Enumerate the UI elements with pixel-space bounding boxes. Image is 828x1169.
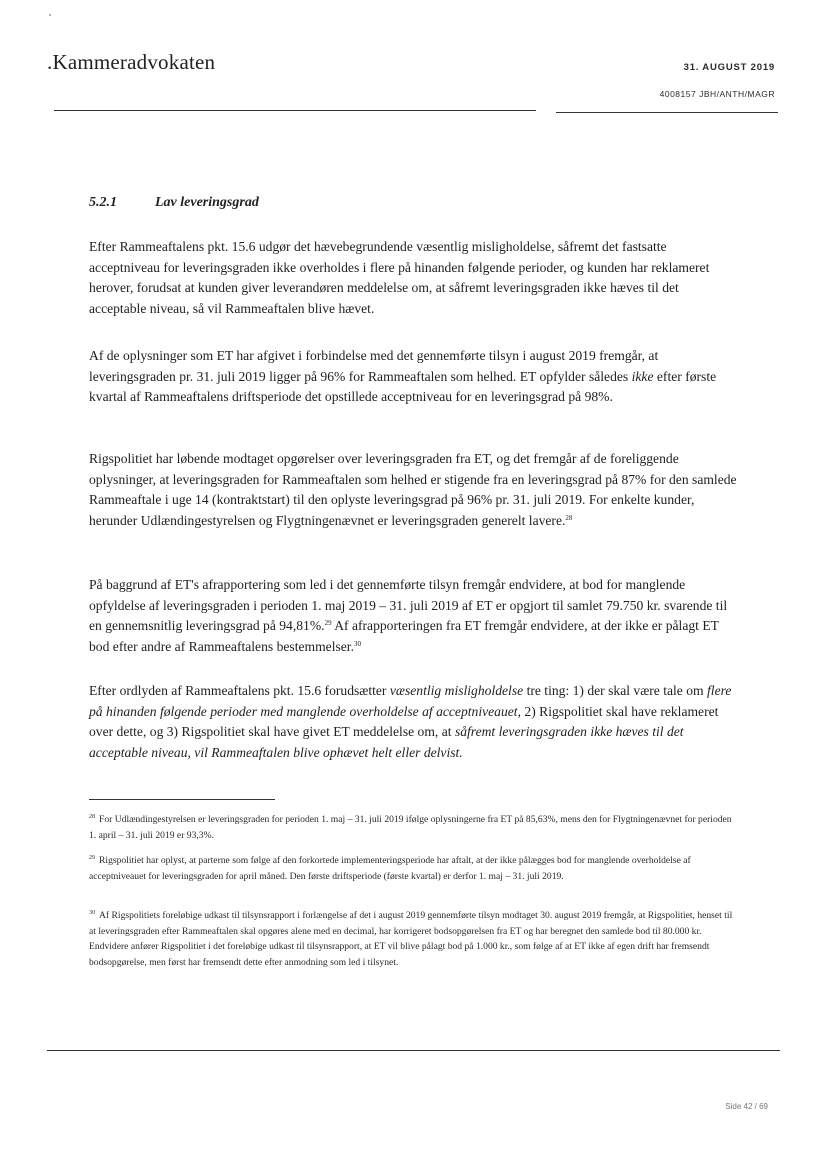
section-number: 5.2.1 — [89, 195, 117, 210]
scan-artifact — [49, 14, 51, 16]
document-reference: 4008157 JBH/ANTH/MAGR — [659, 89, 775, 99]
paragraph-4-text-a: På baggrund af ET's afrapportering som led i det gennemførte tilsyn fremgår endvidere, at bod for manglende opfyldelse af leveringsgraden i perioden 1. maj 2019 – 31. juli 2019 af ET er opgjort til samlet 79.750 kr. svarende til en gennemsnitlig leveringsgrad på 94,81%. — [89, 577, 728, 634]
footnote-ref-28[interactable]: 28 — [565, 513, 573, 522]
footer-divider — [47, 1050, 780, 1051]
paragraph-5-text-c: 2) Rigspolitiet skal have reklameret over dette, og 3) Rigspolitiet skal have givet ET meddelelse om, at — [89, 703, 719, 740]
paragraph-1-text: Efter Rammeaftalens pkt. 15.6 udgør det hævebegrundende væsentlig misligholdelse, såfremt det fastsatte acceptniveau for leveringsgraden ikke overholdes i flere på hinanden følgende perioder, og kunden har reklameret herover, forudsat at kunden giver leverandøren meddelelse om, at såfremt leveringsgraden ikke hæves til det acceptable niveau, så vil Rammeaftalen blive hævet. — [89, 239, 710, 316]
paragraph-5-emphasis-3: såfremt leveringsgraden ikke hæves til det acceptable niveau, vil Rammeaftalen blive ophævet helt eller delvist. — [89, 724, 684, 760]
section-title: Lav leveringsgrad — [155, 195, 259, 210]
paragraph-2-text-b: efter første kvartal af Rammeaftalens driftsperiode det opstillede acceptniveau for en leveringsgrad på 98%. — [89, 368, 717, 405]
kammeradvokaten-logo: .Kammeradvokaten — [47, 50, 216, 74]
paragraph-4 — [89, 575, 739, 657]
paragraph-2-text-a: Af de oplysninger som ET har afgivet i forbindelse med det gennemførte tilsyn i august 2019 fremgår, at leveringsgraden pr. 31. juli 2019 ligger på 96% for Rammeaftalen som helhed. ET opfylder således — [89, 348, 659, 384]
footnote-ref-30[interactable]: 30 — [353, 639, 361, 648]
header-divider-right — [556, 112, 778, 113]
footnote-text: Rigspolitiet har oplyst, at parterne som følge af den forkortede implementeringsperiode har aftalt, at der ikke pålægges bod for manglende overholdelse af acceptniveauet for leveringsgraden for april måned. Den første driftsperiode (første kvartal) er derfor 1. maj – 31. juli 2019. — [89, 855, 691, 882]
paragraph-3 — [89, 449, 739, 531]
paragraph-2-emphasis: ikke — [631, 368, 654, 384]
paragraph-5 — [89, 681, 739, 763]
paragraph-4-text-b: Af afrapporteringen fra ET fremgår endvidere, at der ikke er pålagt ET bod efter andre af Rammeaftalens bestemmelser. — [89, 618, 719, 654]
footnote-separator — [89, 799, 275, 800]
paragraph-5-text-a: Efter ordlyden af Rammeaftalens pkt. 15.6 forudsætter — [89, 683, 390, 698]
footnote-text: Af Rigspolitiets foreløbige udkast til tilsynsrapport i forlængelse af det i august 2019 gennemførte tilsyn modtaget 30. august 2019 fremgår, at Rigspolitiet, henset til at leveringsgraden efter Rammeaftalen skal opgøres alene med en decimal, har korrigeret bodsopgørelsen fra ET og har beregnet den samlede bod til 80.000 kr. Endvidere anfører Rigspolitiet i det foreløbige udkast til tilsynsrapport, at ET vil blive pålagt bod på 1.000 kr., som følge af at ET ikke af egen drift har fremsendt bodsopgørelse, men først har fremsendt dette efter anmodning som led i tilsynet. — [89, 910, 733, 968]
footnote-30 — [89, 908, 739, 970]
document-date: 31. AUGUST 2019 — [683, 62, 775, 73]
paragraph-5-emphasis-1: væsentlig misligholdelse — [389, 683, 524, 698]
footnote-28 — [89, 812, 739, 843]
section-heading — [89, 195, 259, 211]
footnote-number: 30 — [89, 910, 95, 916]
paragraph-5-emphasis-2: flere på hinanden følgende perioder med manglende overholdelse af acceptniveauet, — [89, 683, 732, 719]
footnote-29 — [89, 853, 739, 884]
page-number: Side 42 / 69 — [725, 1102, 768, 1111]
paragraph-2 — [89, 346, 739, 408]
footnote-ref-29[interactable]: 29 — [324, 619, 332, 628]
header-divider-left — [54, 110, 536, 111]
paragraph-1 — [89, 237, 739, 319]
paragraph-5-text-b: tre ting: 1) der skal være tale om — [523, 683, 708, 698]
footnote-number: 29 — [89, 855, 95, 861]
footnote-text: For Udlændingestyrelsen er leveringsgraden for perioden 1. maj – 31. juli 2019 ifølge oplysningerne fra ET på 85,63%, mens den for Flygtningenævnet for perioden 1. april – 31. juli 2019 er 93,3%. — [89, 814, 732, 841]
footnote-number: 28 — [89, 814, 95, 820]
paragraph-3-text: Rigspolitiet har løbende modtaget opgørelser over leveringsgraden fra ET, og det fremgår af de foreliggende oplysninger, at leveringsgraden for Rammeaftalen som helhed er stigende fra en leveringsgrad på 87% for den samlede Rammeaftale i uge 14 (kontraktstart) til den oplyste leveringsgrad på 96% pr. 31. juli 2019. For enkelte kunder, herunder Udlændingestyrelsen og Flygtningenævnet er leveringsgraden generelt lavere. — [89, 451, 737, 528]
